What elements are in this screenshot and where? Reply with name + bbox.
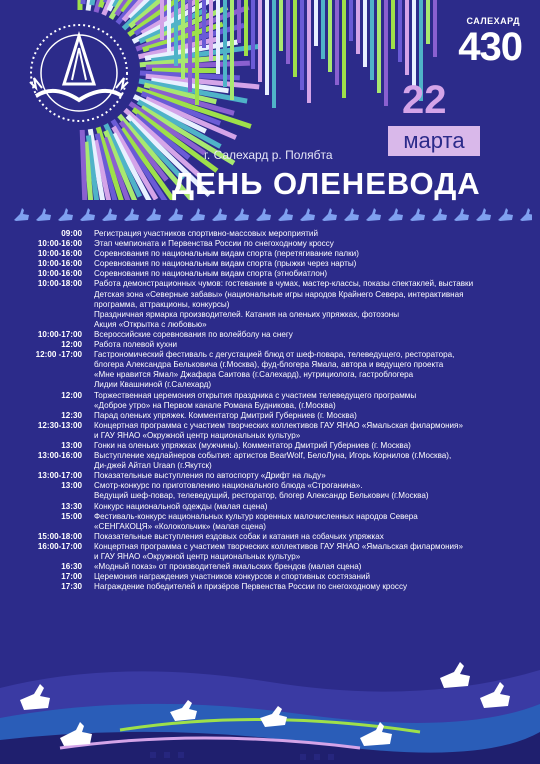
schedule-description: Этап чемпионата и Первенства России по снегоходному кроссу: [94, 239, 334, 249]
arc-stripe: [216, 0, 220, 74]
deer-ornament-icon: [432, 208, 447, 221]
schedule-time: 12:00: [61, 390, 82, 400]
schedule-description: Праздничная ярмарка производителей. Катания на оленьих упряжках, фотозоны: [94, 309, 400, 319]
arc-stripe: [349, 0, 353, 41]
schedule-description: Концертная программа с участием творческих коллективов ГАУ ЯНАО «Ямальская филармония» и ГАУ ЯНАО «Окружной центр национальных культур»: [94, 541, 463, 561]
deer-ornament-icon: [256, 208, 271, 221]
arc-stripe: [293, 0, 297, 77]
schedule-time: 13:00-16:00: [37, 451, 82, 461]
event-place: г. Салехард р. Полябта: [204, 148, 333, 162]
arc-stripe: [335, 0, 339, 85]
deer-ornament-icon: [278, 208, 293, 221]
deer-ornament-icon: [190, 208, 205, 221]
schedule-row: [16, 562, 528, 572]
schedule-time: 12:00: [61, 340, 82, 350]
schedule-row: [16, 542, 528, 562]
schedule-row: [16, 279, 528, 289]
deer-ornament-icon: [454, 208, 469, 221]
schedule-description: Показательные выступления по автоспорту «Дрифт на льду»: [94, 471, 326, 481]
schedule-time: 09:00: [61, 229, 82, 238]
arc-stripe: [237, 0, 241, 43]
schedule-row: [16, 330, 528, 340]
deer-ornament-icon: [146, 208, 161, 221]
arc-stripe: [286, 0, 290, 64]
arc-stripe: [398, 0, 402, 62]
schedule-row: [16, 239, 528, 249]
deer-ornament-icon: [322, 208, 337, 221]
schedule-description: Работа демонстрационных чумов: гостевание в чумах, мастер-классы, показы спектаклей, выставки: [94, 279, 474, 289]
schedule-row: [16, 532, 528, 542]
arc-stripe: [370, 0, 374, 80]
page-title: ДЕНЬ ОЛЕНЕВОДА: [172, 166, 481, 201]
arc-stripe: [342, 0, 346, 98]
schedule-time: 13:00-17:00: [37, 471, 82, 481]
arc-stripe: [230, 0, 234, 100]
schedule-time: 17:00: [61, 572, 82, 582]
deer-ornament-icon: [212, 208, 227, 221]
schedule-time: 13:30: [61, 501, 82, 511]
schedule-time: 10:00-16:00: [37, 259, 82, 269]
schedule-description: Конкурс национальной одежды (малая сцена): [94, 501, 268, 511]
arc-stripe: [307, 0, 311, 103]
deer-ornament-icon: [476, 208, 491, 221]
schedule-row: [16, 269, 528, 279]
schedule-description: Торжественная церемония открытия праздника с участием телеведущего программы «Доброе утро» на Первом канале Романа Будникова, (г.Москва): [94, 390, 417, 410]
arc-stripe: [384, 0, 388, 106]
schedule-description: Смотр-конкурс по приготовлению национального блюда «Строганина». Ведущий шеф-повар, телеведущий, ресторатор, блогер Александр Белькович (г.Москва): [94, 481, 429, 501]
schedule-time: 10:00-17:00: [37, 329, 82, 339]
schedule-description: Гастрономический фестиваль с дегустацией блюд от шеф-повара, телеведущего, ресторатора, блогера Александра Бельковича (г.Москва), фуд-блогера Ямала, автора и ведущего проекта «Мне нравится Ямал» Джафара Саитова (г.Салехард), нутрициолога, гастроблогера Лидии Квашниной (г.Салехард): [94, 350, 455, 390]
schedule-row: [16, 451, 528, 471]
deer-ornament-icon: [124, 208, 139, 221]
schedule-description: Парад оленьих упряжек. Комментатор Дмитрий Губерниев (г. Москва): [94, 410, 357, 420]
schedule-time: 12:00 -17:00: [35, 350, 82, 360]
schedule-description: Церемония награждения участников конкурсов и спортивных состязаний: [94, 572, 371, 582]
schedule-time: 12:30-13:00: [37, 420, 82, 430]
reindeer-ornament-strip: [12, 206, 532, 224]
arc-stripe: [181, 0, 185, 79]
schedule-list: [16, 229, 528, 592]
schedule-time: 10:00-18:00: [37, 279, 82, 289]
schedule-time: 17:30: [61, 582, 82, 592]
schedule-description: Работа полевой кухни: [94, 340, 178, 350]
arc-stripe: [356, 0, 360, 54]
arc-stripe: [223, 0, 227, 87]
schedule-description: Регистрация участников спортивно-массовых мероприятий: [94, 229, 318, 238]
schedule-time: 10:00-16:00: [37, 249, 82, 259]
deer-ornament-icon: [344, 208, 359, 221]
arc-stripe: [321, 0, 325, 59]
arc-stripe: [265, 0, 269, 95]
arc-stripe: [405, 0, 409, 75]
date-day: 22: [402, 78, 447, 122]
winter-landscape-illustration: [0, 648, 540, 764]
arc-stripe: [174, 0, 178, 66]
schedule-row: [16, 512, 528, 532]
schedule-description: Акция «Открытка с любовью»: [94, 319, 207, 329]
schedule-row: [16, 310, 528, 320]
schedule-time: 16:00-17:00: [37, 541, 82, 551]
schedule-row: [16, 290, 528, 310]
deer-ornament-icon: [520, 208, 532, 221]
deer-ornament-icon: [14, 208, 29, 221]
schedule-row: [16, 411, 528, 421]
arc-stripe: [391, 0, 395, 49]
arc-stripe: [258, 0, 262, 82]
deer-ornament-icon: [410, 208, 425, 221]
arc-stripe: [412, 0, 416, 88]
arc-stripe: [328, 0, 332, 72]
arc-stripe: [82, 130, 86, 200]
arc-stripe: [363, 0, 367, 67]
arc-stripe: [251, 0, 255, 69]
schedule-description: Соревнования по национальным видам спорта (перетягивание палки): [94, 249, 359, 259]
deer-ornament-icon: [498, 208, 513, 221]
date-month: марта: [388, 126, 480, 156]
deer-ornament-icon: [168, 208, 183, 221]
deer-ornament-icon: [36, 208, 51, 221]
arc-stripe: [195, 0, 199, 105]
schedule-time: 10:00-16:00: [37, 269, 82, 279]
arc-stripe: [209, 0, 213, 61]
salekhard-430-logo: [436, 16, 522, 74]
schedule-time: 10:00-16:00: [37, 239, 82, 249]
deer-ornament-icon: [388, 208, 403, 221]
schedule-row: [16, 350, 528, 390]
schedule-row: [16, 502, 528, 512]
schedule-row: [16, 320, 528, 330]
arc-stripe: [300, 0, 304, 90]
schedule-time: 15:00: [61, 511, 82, 521]
deer-ornament-icon: [80, 208, 95, 221]
arc-stripe: [272, 0, 276, 108]
arc-stripe: [202, 0, 206, 48]
schedule-row: [16, 572, 528, 582]
logo-city-label: САЛЕХАРД: [466, 16, 520, 26]
schedule-description: Детская зона «Северные забавы» (национальные игры народов Крайнего Севера, интерактивная программа, аттракционы, конкурсы): [94, 289, 464, 309]
schedule-description: Фестиваль-конкурс национальных культур коренных малочисленных народов Севера «СЕНГАКОЦЯ» «Колокольчик» (малая сцена): [94, 511, 418, 531]
schedule-time: 15:00-18:00: [37, 531, 82, 541]
schedule-row: [16, 441, 528, 451]
schedule-time: 13:00: [61, 440, 82, 450]
reindeer-emblem-icon: [24, 18, 134, 128]
arc-stripe: [426, 0, 430, 44]
schedule-row: [16, 249, 528, 259]
arc-stripe: [160, 0, 164, 40]
arc-stripe: [244, 0, 248, 56]
schedule-row: [16, 471, 528, 481]
schedule-row: [16, 229, 528, 239]
schedule-description: Показательные выступления ездовых собак и катания на собачьих упряжках: [94, 531, 384, 541]
deer-ornament-icon: [366, 208, 381, 221]
deer-ornament-icon: [300, 208, 315, 221]
schedule-description: «Модный показ» от производителей ямальских брендов (малая сцена): [94, 562, 362, 572]
schedule-description: Соревнования по национальным видам спорта (этнобиатлон): [94, 269, 328, 279]
schedule-description: Концертная программа с участием творческих коллективов ГАУ ЯНАО «Ямальская филармония» и ГАУ ЯНАО «Окружной центр национальных культур»: [94, 420, 463, 440]
deer-ornament-icon: [234, 208, 249, 221]
schedule-description: Соревнования по национальным видам спорта (прыжки через нарты): [94, 259, 357, 269]
schedule-description: Гонки на оленьих упряжках (мужчины). Комментатор Дмитрий Губерниев (г. Москва): [94, 440, 411, 450]
arc-stripe: [279, 0, 283, 51]
schedule-row: [16, 259, 528, 269]
arc-stripe: [377, 0, 381, 93]
deer-ornament-icon: [58, 208, 73, 221]
schedule-time: 12:30: [61, 410, 82, 420]
schedule-time: 13:00: [61, 481, 82, 491]
schedule-row: [16, 421, 528, 441]
schedule-row: [16, 340, 528, 350]
schedule-row: [16, 391, 528, 411]
arc-stripe: [188, 0, 192, 92]
schedule-row: [16, 481, 528, 501]
schedule-description: Выступление хедлайнеров события: артистов BearWolf, БелоЛуна, Игорь Корнилов (г.Москва), Ди-джей Айтал Uraan (г.Якутск): [94, 451, 452, 471]
arc-stripe: [314, 0, 318, 46]
schedule-description: Награждение победителей и призёров Первенства России по снегоходному кроссу: [94, 582, 408, 592]
schedule-row: [16, 582, 528, 592]
logo-number: 430: [458, 25, 522, 69]
deer-ornament-icon: [102, 208, 117, 221]
arc-stripe: [167, 0, 171, 53]
schedule-description: Всероссийские соревнования по волейболу на снегу: [94, 329, 293, 339]
schedule-time: 16:30: [61, 562, 82, 572]
